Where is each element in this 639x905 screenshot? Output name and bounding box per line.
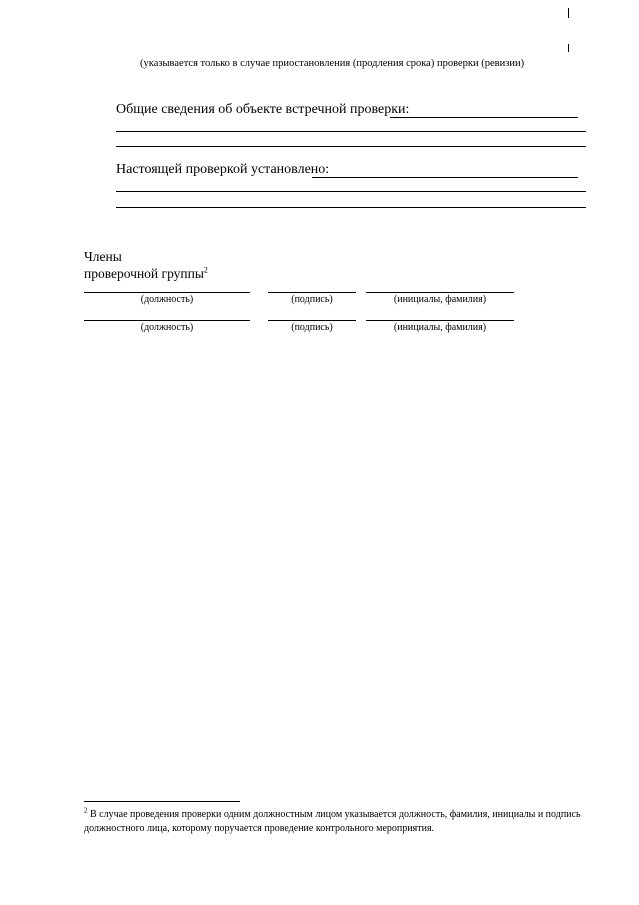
name-caption-1: (инициалы, фамилия) bbox=[393, 294, 487, 305]
footnote bbox=[84, 808, 584, 836]
general-info-line-2[interactable] bbox=[116, 131, 586, 132]
footnote-text: В случае проведения проверки одним должностным лицом указывается должность, фамилия, инициалы и подпись должностного лица, которому поручается проведение контрольного мероприятия. bbox=[84, 809, 581, 834]
margin-tick-top bbox=[568, 8, 569, 18]
established-fill-line[interactable] bbox=[312, 177, 578, 178]
general-info-label: Общие сведения об объекте встречной проверки: bbox=[116, 102, 410, 117]
position-line-1[interactable] bbox=[84, 292, 250, 293]
signature-caption-1: (подпись) bbox=[291, 294, 333, 305]
name-line-1[interactable] bbox=[366, 292, 514, 293]
margin-tick-second bbox=[568, 44, 569, 52]
established-label: Настоящей проверкой установлено: bbox=[116, 162, 330, 177]
established-line-2[interactable] bbox=[116, 191, 586, 192]
header-note: (указывается только в случае приостановления (продления срока) проверки (ревизии) bbox=[140, 58, 525, 69]
footnote-separator bbox=[84, 801, 240, 802]
signature-caption-2: (подпись) bbox=[291, 322, 333, 333]
general-info-line-3[interactable] bbox=[116, 146, 586, 147]
members-heading bbox=[84, 248, 208, 282]
general-info-fill-line[interactable] bbox=[390, 117, 578, 118]
members-line-1: Члены bbox=[84, 249, 122, 264]
position-caption-1: (должность) bbox=[140, 294, 194, 305]
members-line-2-text: проверочной группы bbox=[84, 266, 204, 281]
signature-line-2[interactable] bbox=[268, 320, 356, 321]
name-line-2[interactable] bbox=[366, 320, 514, 321]
position-caption-2: (должность) bbox=[140, 322, 194, 333]
signature-line-1[interactable] bbox=[268, 292, 356, 293]
position-line-2[interactable] bbox=[84, 320, 250, 321]
members-footnote-mark: 2 bbox=[203, 265, 208, 275]
footnote-number: 2 bbox=[84, 806, 88, 815]
members-line-2 bbox=[84, 265, 208, 282]
established-line-3[interactable] bbox=[116, 207, 586, 208]
name-caption-2: (инициалы, фамилия) bbox=[393, 322, 487, 333]
